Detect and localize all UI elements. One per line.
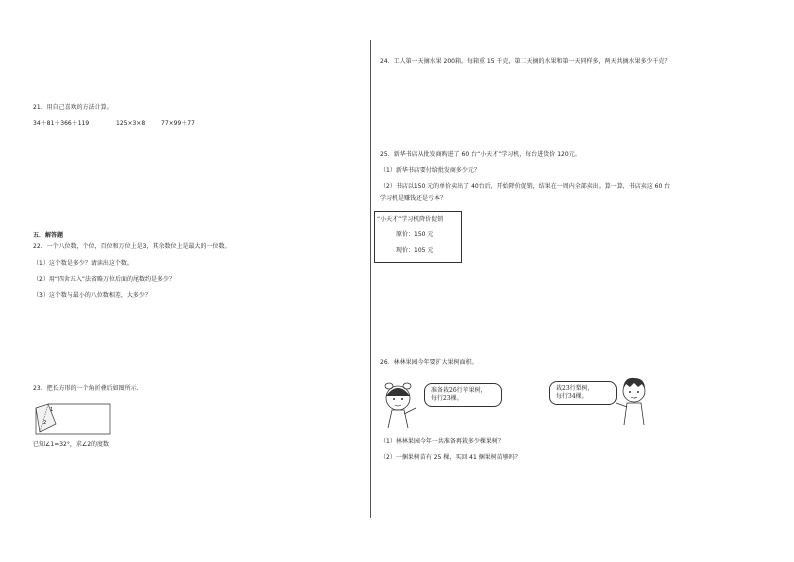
angle-2-label: 2 xyxy=(43,420,47,426)
promo-current-price: 现价：105 元 xyxy=(396,247,434,254)
q22-part-2: （2）用“四舍五入”法省略万位后面的尾数约是多少？ xyxy=(33,276,176,283)
q21-title: 21．用自己喜欢的方法计算。 xyxy=(33,104,113,111)
girl-figure xyxy=(378,378,422,430)
q22-part-1: （1）这个数是多少？请读出这个数。 xyxy=(33,260,133,267)
boy-figure xyxy=(612,373,652,427)
boy-bubble-line-2: 每行34棵。 xyxy=(556,393,588,400)
q21-expr-2: 125×3×8 xyxy=(116,120,146,127)
q25-title: 25．新华书店从批发商购进了 60 台“小天才”学习机，每台进货价 120元。 xyxy=(380,151,581,158)
section-5-heading: 五．解答题 xyxy=(33,232,64,239)
q24-title: 24．工人第一天摘水果 200箱，每箱重 15 千克，第二天摘的水果和第一天同样多，两天共摘水果多少千克？ xyxy=(380,58,671,65)
boy-bubble-line-1: 栽23行梨树， xyxy=(556,385,594,392)
q25-part-1: （1）新华书店要付给批发商多少元？ xyxy=(380,167,480,174)
q26-title: 26．林林果园今年要扩大果树面积。 xyxy=(380,359,478,366)
q26-part-1: （1）林林果园今年一共准备再栽多少棵果树？ xyxy=(380,438,504,445)
q25-part-2: （2）书店以150 元的单价卖出了 40台后，开始降价促销，结果在一周内全部卖出。算一算，书店卖这 60 台 xyxy=(380,183,671,190)
q22-part-3: （3）这个数与最小的八位数相差，大多少？ xyxy=(33,292,151,299)
folded-rectangle-figure xyxy=(34,402,112,436)
q22-title: 22．一个八位数，个位，百位和万位上是3，其余数位上是最大的一位数。 xyxy=(33,243,231,250)
q26-part-2: （2）一捆果树苗有 25 棵，买回 41 捆果树苗够吗？ xyxy=(380,454,521,461)
girl-speech-bubble xyxy=(424,383,502,407)
q21-expr-1: 34＋81＋366＋119 xyxy=(33,120,90,127)
angle-1-label: 1 xyxy=(50,407,54,413)
promo-original-price: 原价：150 元 xyxy=(396,231,434,238)
q21-expr-3: 77×99＋77 xyxy=(161,120,195,127)
girl-bubble-line-2: 每行23棵。 xyxy=(431,395,463,402)
q23-question: 已知∠1=32°，求∠2的度数 xyxy=(33,441,110,448)
column-divider xyxy=(370,40,371,518)
q25-part-2-cont: 学习机是赚钱还是亏本？ xyxy=(380,195,447,202)
boy-speech-bubble xyxy=(549,381,617,405)
promo-title: “小天才”学习机降价促销 xyxy=(377,216,444,223)
girl-bubble-line-1: 准备栽26行苹果树， xyxy=(431,387,487,394)
q23-title: 23．把长方形的一个角折叠后如图所示. xyxy=(33,385,139,392)
